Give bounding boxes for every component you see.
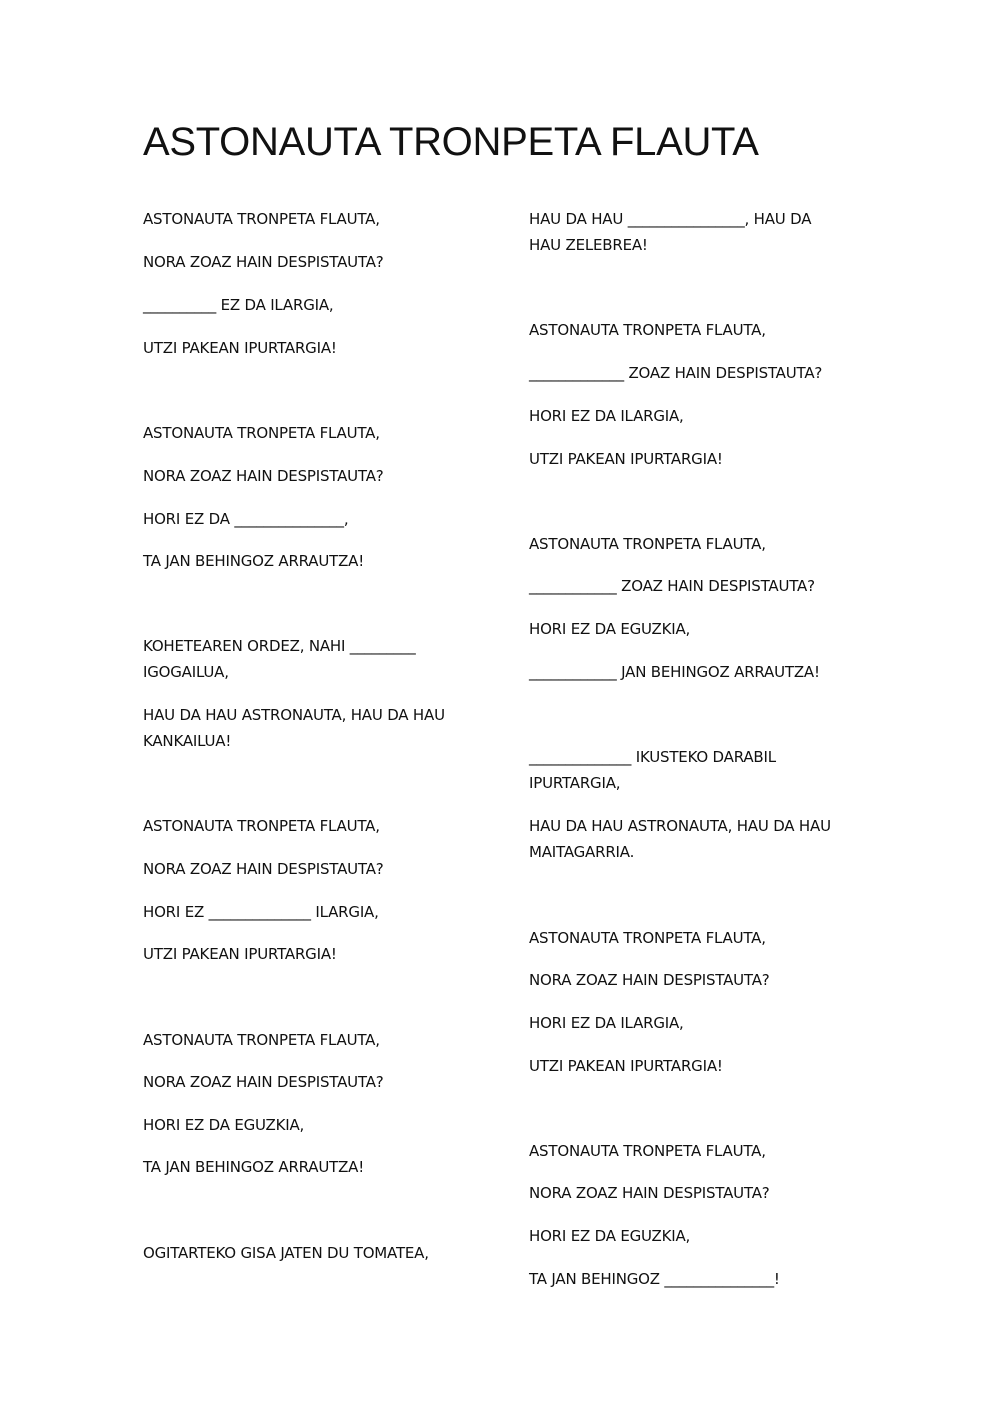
lyric-line: NORA ZOAZ HAIN DESPISTAUTA? [143, 1073, 384, 1091]
lyric-line-blank: KOHETEAREN ORDEZ, NAHI _________ [143, 637, 416, 655]
lyric-line: UTZI PAKEAN IPURTARGIA! [529, 1057, 723, 1075]
lyric-line: HAU DA HAU ASTRONAUTA, HAU DA HAU [529, 817, 831, 835]
lyric-line: TA JAN BEHINGOZ ARRAUTZA! [143, 1158, 365, 1176]
lyric-line: ASTONAUTA TRONPETA FLAUTA, [143, 817, 380, 835]
lyric-line: UTZI PAKEAN IPURTARGIA! [529, 450, 723, 468]
lyric-line: ASTONAUTA TRONPETA FLAUTA, [143, 210, 380, 228]
lyric-line: ASTONAUTA TRONPETA FLAUTA, [529, 929, 766, 947]
lyric-line: ASTONAUTA TRONPETA FLAUTA, [529, 321, 766, 339]
lyric-line: NORA ZOAZ HAIN DESPISTAUTA? [529, 1184, 770, 1202]
lyric-line: ASTONAUTA TRONPETA FLAUTA, [143, 1031, 380, 1049]
lyric-line-blank: ____________ ZOAZ HAIN DESPISTAUTA? [529, 577, 815, 595]
lyric-line: HORI EZ DA ILARGIA, [529, 407, 684, 425]
lyric-line-blank: HAU DA HAU ________________, HAU DA [529, 210, 812, 228]
lyric-line: HAU ZELEBREA! [529, 236, 648, 254]
lyric-line: NORA ZOAZ HAIN DESPISTAUTA? [143, 860, 384, 878]
lyric-line: IGOGAILUA, [143, 663, 229, 681]
lyric-line-blank: TA JAN BEHINGOZ _______________! [529, 1270, 780, 1288]
lyric-line-blank: ______________ IKUSTEKO DARABIL [529, 748, 776, 766]
lyric-line: NORA ZOAZ HAIN DESPISTAUTA? [143, 467, 384, 485]
lyric-line: ASTONAUTA TRONPETA FLAUTA, [529, 535, 766, 553]
lyric-line-blank: HORI EZ DA _______________, [143, 510, 349, 528]
lyric-line: IPURTARGIA, [529, 774, 621, 792]
lyric-line-blank: ____________ JAN BEHINGOZ ARRAUTZA! [529, 663, 820, 681]
lyric-line: HAU DA HAU ASTRONAUTA, HAU DA HAU [143, 706, 445, 724]
lyric-line: ASTONAUTA TRONPETA FLAUTA, [143, 424, 380, 442]
lyric-line-blank: _____________ ZOAZ HAIN DESPISTAUTA? [529, 364, 823, 382]
lyric-line: HORI EZ DA EGUZKIA, [529, 620, 691, 638]
lyric-line: OGITARTEKO GISA JATEN DU TOMATEA, [143, 1244, 429, 1262]
lyric-line: MAITAGARRIA. [529, 843, 635, 861]
lyric-line: NORA ZOAZ HAIN DESPISTAUTA? [529, 971, 770, 989]
lyric-line: UTZI PAKEAN IPURTARGIA! [143, 339, 337, 357]
lyric-line-blank: __________ EZ DA ILARGIA, [143, 296, 334, 314]
lyric-line-blank: HORI EZ ______________ ILARGIA, [143, 903, 379, 921]
lyric-line: UTZI PAKEAN IPURTARGIA! [143, 945, 337, 963]
page-title: ASTONAUTA TRONPETA FLAUTA [143, 120, 759, 164]
lyric-line: ASTONAUTA TRONPETA FLAUTA, [529, 1142, 766, 1160]
lyric-line: HORI EZ DA EGUZKIA, [529, 1227, 691, 1245]
lyric-line: HORI EZ DA EGUZKIA, [143, 1116, 305, 1134]
lyric-line: KANKAILUA! [143, 732, 232, 750]
lyric-line: TA JAN BEHINGOZ ARRAUTZA! [143, 552, 365, 570]
lyric-line: HORI EZ DA ILARGIA, [529, 1014, 684, 1032]
lyric-line: NORA ZOAZ HAIN DESPISTAUTA? [143, 253, 384, 271]
